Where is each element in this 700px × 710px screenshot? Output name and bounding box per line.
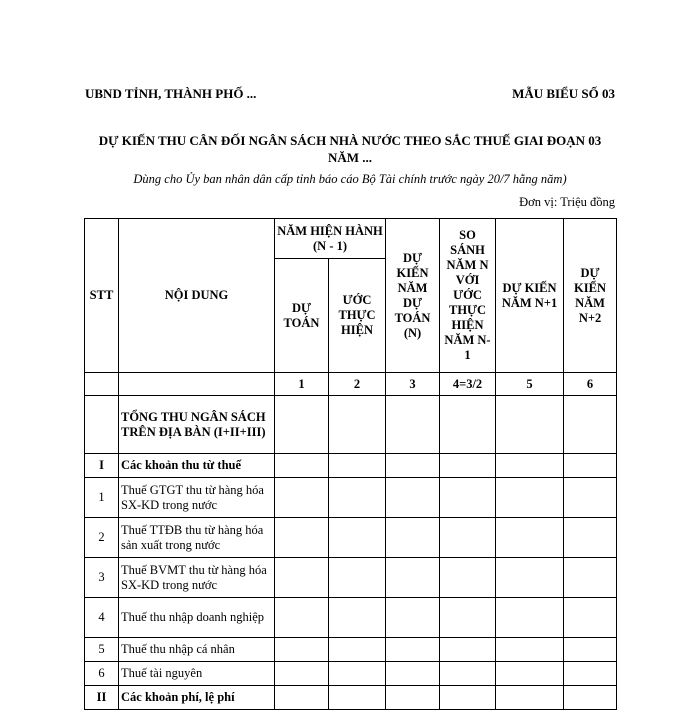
table-row xyxy=(85,478,617,518)
table-body xyxy=(85,396,617,710)
value-cell xyxy=(386,686,440,710)
value-cell xyxy=(386,396,440,454)
value-cell xyxy=(440,558,496,598)
value-cell xyxy=(329,396,386,454)
value-cell xyxy=(275,598,329,638)
value-cell xyxy=(386,478,440,518)
value-cell xyxy=(496,686,564,710)
table-row xyxy=(85,686,617,710)
row-label: Thuế BVMT thu từ hàng hóa SX-KD trong nước xyxy=(119,558,275,598)
column-number-row xyxy=(85,373,617,396)
value-cell xyxy=(496,454,564,478)
col-number-6: 6 xyxy=(564,373,617,396)
value-cell xyxy=(275,558,329,598)
row-label: Thuế thu nhập doanh nghiệp xyxy=(119,598,275,638)
value-cell xyxy=(275,662,329,686)
row-stt: II xyxy=(85,686,119,710)
header-du-kien-n2: DỰ KIẾN NĂM N+2 xyxy=(564,219,617,373)
value-cell xyxy=(564,638,617,662)
value-cell xyxy=(275,638,329,662)
value-cell xyxy=(440,638,496,662)
value-cell xyxy=(496,662,564,686)
col-number-5: 5 xyxy=(496,373,564,396)
row-stt: 4 xyxy=(85,598,119,638)
revenue-table xyxy=(84,218,617,710)
form-number: MẪU BIỂU SỐ 03 xyxy=(512,86,615,101)
value-cell xyxy=(564,478,617,518)
row-stt: I xyxy=(85,454,119,478)
value-cell xyxy=(386,518,440,558)
agency-name: UBND TỈNH, THÀNH PHỐ ... xyxy=(85,86,257,101)
table-row xyxy=(85,454,617,478)
value-cell xyxy=(564,662,617,686)
value-cell xyxy=(496,478,564,518)
value-cell xyxy=(275,518,329,558)
value-cell xyxy=(329,598,386,638)
row-label: Thuế tài nguyên xyxy=(119,662,275,686)
table-row xyxy=(85,396,617,454)
value-cell xyxy=(496,558,564,598)
value-cell xyxy=(329,518,386,558)
value-cell xyxy=(386,598,440,638)
col-number-4: 4=3/2 xyxy=(440,373,496,396)
value-cell xyxy=(440,518,496,558)
value-cell xyxy=(386,558,440,598)
table-row xyxy=(85,518,617,558)
value-cell xyxy=(440,454,496,478)
value-cell xyxy=(564,518,617,558)
table-row xyxy=(85,638,617,662)
table-row xyxy=(85,558,617,598)
header-uoc-thuc-hien: ƯỚC THỰC HIỆN xyxy=(329,259,386,373)
col-number-2: 2 xyxy=(329,373,386,396)
value-cell xyxy=(329,454,386,478)
value-cell xyxy=(564,454,617,478)
value-cell xyxy=(496,396,564,454)
row-stt: 3 xyxy=(85,558,119,598)
row-label: Thuế TTĐB thu từ hàng hóa sản xuất trong nước xyxy=(119,518,275,558)
value-cell xyxy=(275,454,329,478)
header-du-kien-n1: DỰ KIẾN NĂM N+1 xyxy=(496,219,564,373)
value-cell xyxy=(275,478,329,518)
document-title: DỰ KIẾN THU CÂN ĐỐI NGÂN SÁCH NHÀ NƯỚC THEO SẮC THUẾ GIAI ĐOẠN 03 NĂM ... xyxy=(98,133,602,165)
document-subtitle: Dùng cho Ủy ban nhân dân cấp tỉnh báo cáo Bộ Tài chính trước ngày 20/7 hằng năm) xyxy=(133,172,567,186)
header-du-kien-nam-du-toan: DỰ KIẾN NĂM DỰ TOÁN (N) xyxy=(386,219,440,373)
value-cell xyxy=(275,396,329,454)
header-nam-hien-hanh: NĂM HIỆN HÀNH (N - 1) xyxy=(275,219,386,259)
value-cell xyxy=(275,686,329,710)
value-cell xyxy=(386,638,440,662)
row-stt: 5 xyxy=(85,638,119,662)
value-cell xyxy=(496,598,564,638)
row-label: Các khoản thu từ thuế xyxy=(119,454,275,478)
row-label: Thuế GTGT thu từ hàng hóa SX-KD trong nước xyxy=(119,478,275,518)
row-label: Các khoản phí, lệ phí xyxy=(119,686,275,710)
col-number-1: 1 xyxy=(275,373,329,396)
value-cell xyxy=(329,558,386,598)
table-row xyxy=(85,662,617,686)
row-stt: 2 xyxy=(85,518,119,558)
header-du-toan: DỰ TOÁN xyxy=(275,259,329,373)
header-so-sanh: SO SÁNH NĂM N VỚI ƯỚC THỰC HIỆN NĂM N-1 xyxy=(440,219,496,373)
value-cell xyxy=(564,396,617,454)
value-cell xyxy=(564,686,617,710)
header-stt: STT xyxy=(85,219,119,373)
row-label: TỔNG THU NGÂN SÁCH TRÊN ĐỊA BÀN (I+II+III) xyxy=(119,396,275,454)
value-cell xyxy=(440,686,496,710)
value-cell xyxy=(440,598,496,638)
col-number-3: 3 xyxy=(386,373,440,396)
value-cell xyxy=(440,478,496,518)
row-label: Thuế thu nhập cá nhân xyxy=(119,638,275,662)
value-cell xyxy=(496,638,564,662)
value-cell xyxy=(564,558,617,598)
value-cell xyxy=(329,662,386,686)
value-cell xyxy=(329,478,386,518)
row-stt xyxy=(85,396,119,454)
value-cell xyxy=(329,638,386,662)
value-cell xyxy=(496,518,564,558)
value-cell xyxy=(440,662,496,686)
table-row xyxy=(85,598,617,638)
row-stt: 6 xyxy=(85,662,119,686)
header-noi-dung: NỘI DUNG xyxy=(119,219,275,373)
row-stt: 1 xyxy=(85,478,119,518)
value-cell xyxy=(564,598,617,638)
value-cell xyxy=(440,396,496,454)
unit-label: Đơn vị: Triệu đồng xyxy=(519,195,615,209)
value-cell xyxy=(329,686,386,710)
value-cell xyxy=(386,454,440,478)
value-cell xyxy=(386,662,440,686)
